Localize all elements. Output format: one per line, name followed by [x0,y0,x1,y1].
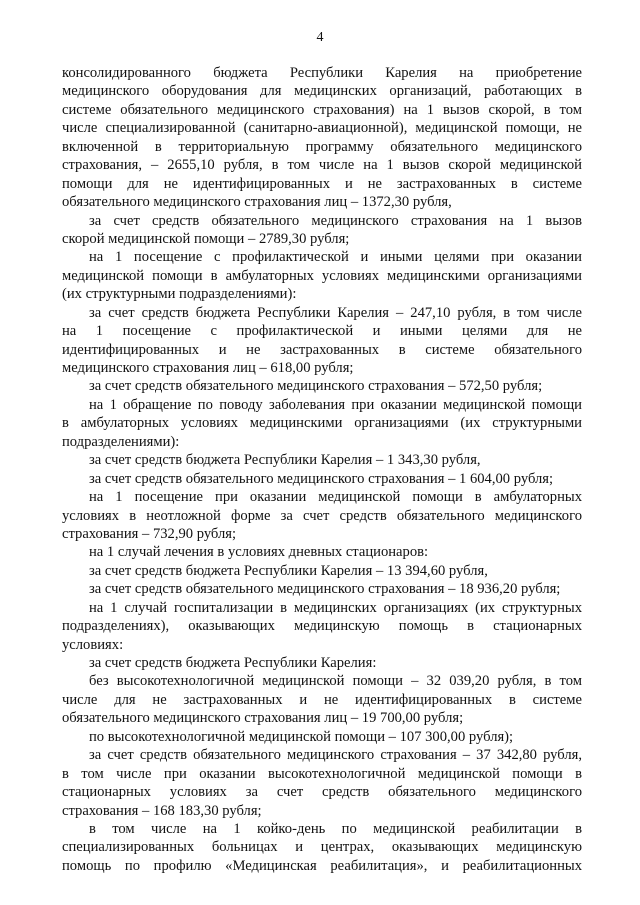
text-line: на 1 посещение с профилактической и иными целями для не [62,323,582,340]
text-line: за счет средств бюджета Республики Карелия – 13 394,60 рубля, [89,562,488,579]
text-line: за счет средств обязательного медицинского страхования – 572,50 рубля; [89,378,543,395]
text-line: медицинского оборудования для медицинских организаций, работающих в [62,83,582,100]
text-line: в амбулаторных условиях медицинскими организациями (их структурными [62,415,582,432]
text-line: (их структурными подразделениями): [62,286,297,303]
text-line: числе для не застрахованных и не идентифицированных в системе [62,691,582,708]
text-line: подразделениях), оказывающих медицинскую помощь в стационарных [62,618,582,635]
text-line: на 1 посещение с профилактической и иными целями при оказании [89,249,582,266]
text-line: включенной в территориальную программу обязательного медицинского [62,138,582,155]
text-line: помощи для не идентифицированных и не застрахованных в системе [62,175,582,192]
text-line: на 1 обращение по поводу заболевания при оказании медицинской помощи [89,396,582,413]
text-line: медицинской помощи в амбулаторных условиях медицинскими организациями [62,267,582,284]
document-body [62,64,582,875]
text-line: страхования – 732,90 рубля; [62,525,237,542]
text-line: медицинского страхования лиц – 618,00 рубля; [62,360,354,376]
text-line: за счет средств бюджета Республики Карелия – 1 343,30 рубля, [89,452,481,469]
text-line: скорой медицинской помощи – 2789,30 рубля; [62,230,350,247]
text-line: по высокотехнологичной медицинской помощи – 107 300,00 рубля); [89,728,514,745]
text-line: помощь по профилю «Медицинская реабилитация», и реабилитационных [62,857,582,874]
text-line: подразделениями): [62,433,180,450]
text-line: в том числе при оказании высокотехнологичной медицинской помощи в [62,765,582,782]
text-line: на 1 случай госпитализации в медицинских организациях (их структурных [89,599,582,616]
text-line: идентифицированных и не застрахованных в системе обязательного [62,341,582,358]
text-line: условиях в неотложной форме за счет средств обязательного медицинского [62,507,582,524]
text-line: за счет средств обязательного медицинского страхования – 1 604,00 рубля; [89,470,554,487]
text-line: системе обязательного медицинского страхования) на 1 вызов скорой, в том [62,101,582,118]
text-line: страхования – 168 183,30 рубля; [62,802,262,819]
text-line: стационарных условиях за счет средств обязательного медицинского [62,784,582,801]
text-line: условиях: [62,636,124,653]
text-line: специализированных больницах и центрах, оказывающих медицинскую [62,839,582,856]
text-line: на 1 посещение при оказании медицинской помощи в амбулаторных [89,489,582,506]
text-line: в том числе на 1 койко-день по медицинской реабилитации в [89,820,582,837]
text-line: за счет средств обязательного медицинского страхования – 37 342,80 рубля, [89,747,582,764]
text-line: страхования, – 2655,10 рубля, в том числе на 1 вызов скорой медицинской [62,157,582,174]
text-line: обязательного медицинского страхования лиц – 19 700,00 рубля; [62,710,464,727]
text-line: на 1 случай лечения в условиях дневных стационаров: [89,544,429,561]
page-number: 4 [316,30,324,45]
text-line: за счет средств обязательного медицинского страхования на 1 вызов [89,212,582,229]
text-line: за счет средств бюджета Республики Карелия: [89,655,377,671]
text-line: за счет средств обязательного медицинского страхования – 18 936,20 рубля; [89,581,561,598]
text-line: обязательного медицинского страхования лиц – 1372,30 рубля, [62,194,452,211]
text-line: консолидированного бюджета Республики Карелия на приобретение [62,65,582,81]
text-line: числе специализированной (санитарно-авиационной), медицинской помощи, не [62,120,582,137]
text-line: за счет средств бюджета Республики Карелия – 247,10 рубля, в том числе [89,304,582,321]
text-line: без высокотехнологичной медицинской помощи – 32 039,20 рубля, в том [89,673,582,690]
